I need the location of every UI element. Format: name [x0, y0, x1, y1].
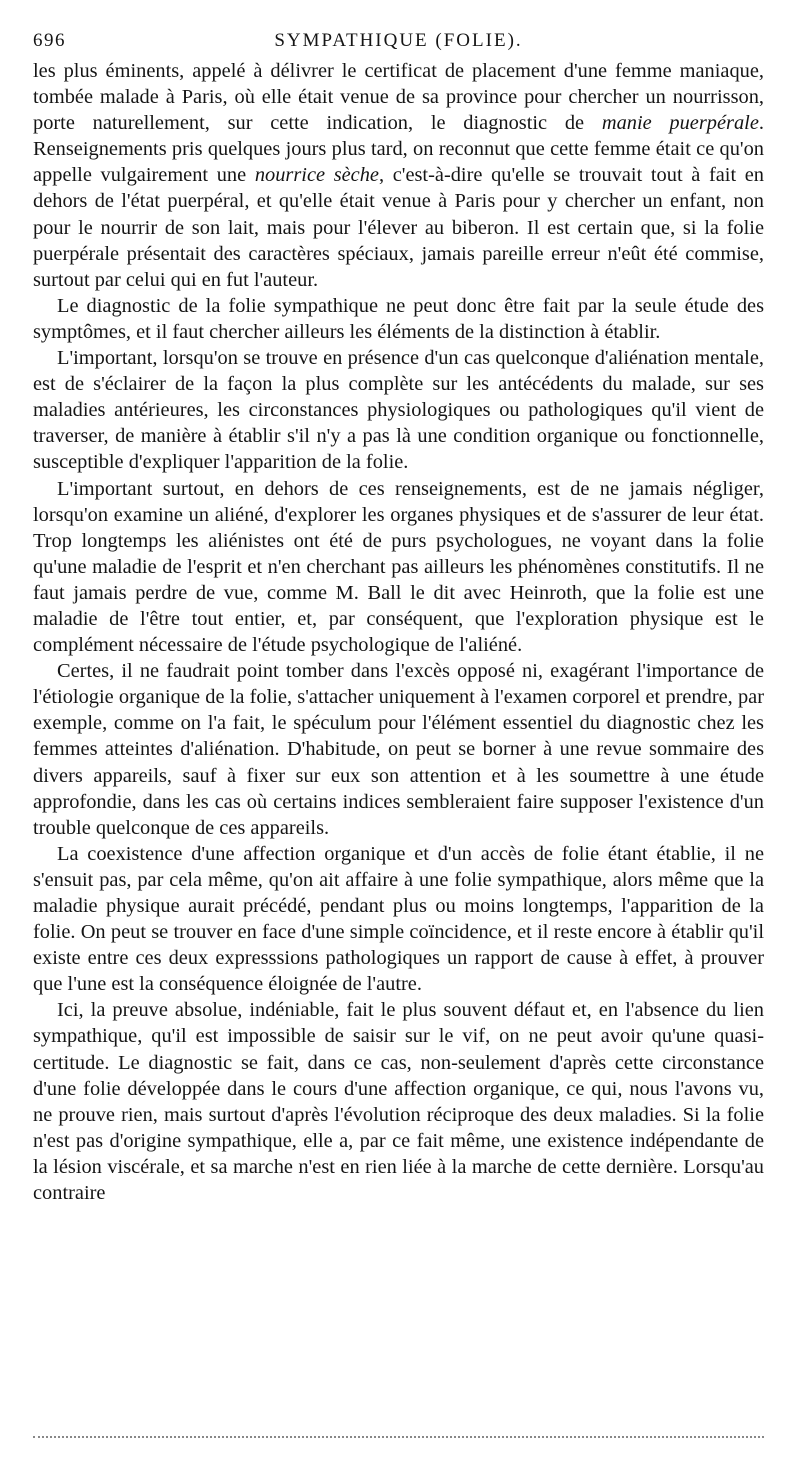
italic-term: nourrice sèche — [254, 164, 379, 187]
paragraph: Certes, il ne faudrait point tomber dans l'excès opposé ni, exagérant l'importance de l'étiologie organique de la folie, s'attacher uniquement à l'examen corporel et prendre, par exemple, comme on l'a fait, le spéculum pour l'élément essentiel du diagnostic chez les femmes atteintes d'aliénation. D'habitude, on peut se borner à une revue sommaire des divers appareils, sauf à fixer sur eux son attention et à les soumettre à une étude approfondie, dans les cas où certains indices sembleraient faire supposer l'existence d'un trouble quelconque de ces appareils. — [33, 660, 764, 839]
paragraph: Le diagnostic de la folie sympathique ne peut donc être fait par la seule étude des symptômes, et il faut chercher ailleurs les éléments de la distinction à établir. — [33, 294, 764, 343]
paragraph: L'important, lorsqu'on se trouve en présence d'un cas quelconque d'aliénation mentale, est de s'éclairer de la façon la plus complète sur les antécédents du malade, sur ses maladies antérieures, les circonstances physiologiques ou pathologiques qu'il vient de traverser, de manière à établir s'il n'y a pas là une condition organique ou fonctionnelle, susceptible d'expliquer l'apparition de la folie. — [33, 347, 764, 474]
page-number: 696 — [33, 30, 66, 51]
body-text — [33, 58, 764, 1206]
running-title: SYMPATHIQUE (FOLIE). — [274, 30, 523, 51]
italic-term: manie puerpérale — [601, 112, 759, 135]
book-page — [33, 28, 764, 1206]
paragraph-text: . Renseignements pris quelques jours plus tard, on reconnut que cette femme était ce qu'on appelle vulgairement une — [33, 112, 764, 187]
footer-dotted-rule — [33, 1436, 764, 1438]
paragraph: L'important surtout, en dehors de ces renseignements, est de ne jamais négliger, lorsqu'on examine un aliéné, d'explorer les organes physiques et de s'assurer de leur état. Trop longtemps les aliénistes ont été de purs psychologues, ne voyant dans la folie qu'une maladie de l'esprit et n'en cherchant pas ailleurs les phénomènes constitutifs. Il ne faut jamais perdre de vue, comme M. Ball le dit avec Heinroth, que la folie est une maladie de l'être tout entier, et, par conséquent, que l'exploration physique est le complément nécessaire de l'étude psychologique de l'aliéné. — [33, 477, 764, 657]
paragraph-text: , c'est-à-dire qu'elle se trouvait tout à fait en dehors de l'état puerpéral, et qu'elle était venue à Paris pour y chercher un enfant, non pour le nourrir de son lait, mais pour l'élever au biberon. Il est certain que, si la folie puerpérale présentait des caractères spéciaux, jamais pareille erreur n'eût été commise, surtout par celui qui en fut l'auteur. — [33, 164, 765, 291]
paragraph-continued — [33, 58, 764, 293]
paragraph: La coexistence d'une affection organique et d'un accès de folie étant établie, il ne s'ensuit pas, par cela même, qu'on ait affaire à une folie sympathique, alors même que la maladie physique aurait précédé, pendant plus ou moins longtemps, l'apparition de la folie. On peut se trouver en face d'une simple coïncidence, et il reste encore à établir qu'il existe entre ces deux expresssions pathologiques un rapport de cause à effet, à prouver que l'une est la conséquence éloignée de l'autre. — [33, 842, 764, 996]
paragraph: Ici, la preuve absolue, indéniable, fait le plus souvent défaut et, en l'absence du lien sympathique, qu'il est impossible de saisir sur le vif, on ne peut avoir qu'une quasi-certitude. Le diagnostic se fait, dans ce cas, non-seulement d'après cette circonstance d'une folie développée dans le cours d'une affection organique, ce qui, nous l'avons vu, ne prouve rien, mais surtout d'après l'évolution réciproque des deux maladies. Si la folie n'est pas d'origine sympathique, elle a, par ce fait même, une existence indépendante de la lésion viscérale, et sa marche n'est en rien liée à la marche de cette dernière. Lorsqu'au contraire — [33, 999, 764, 1205]
running-header — [33, 28, 764, 58]
paragraph-text: les plus éminents, appelé à délivrer le certificat de placement d'une femme maniaque, tombée malade à Paris, où elle était venue de sa province pour chercher un nourrisson, porte naturellement, sur cette indication, le diagnostic de — [33, 60, 764, 135]
